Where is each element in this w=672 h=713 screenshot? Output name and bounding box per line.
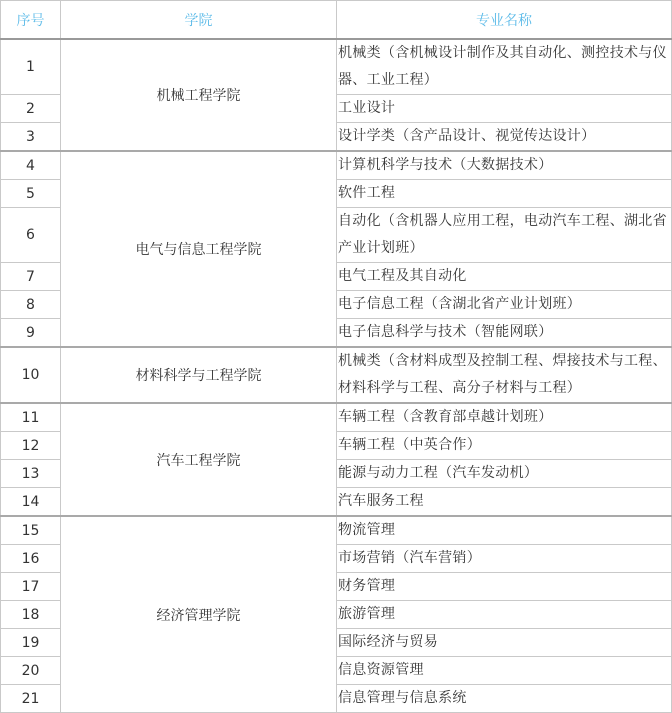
major-name: 自动化（含机器人应用工程，电动汽车工程、湖北省产业计划班） xyxy=(337,208,672,263)
row-number: 7 xyxy=(1,263,61,291)
row-number: 9 xyxy=(1,319,61,348)
table-row xyxy=(1,347,672,403)
row-number: 12 xyxy=(1,432,61,460)
row-number: 8 xyxy=(1,291,61,319)
row-number: 2 xyxy=(1,95,61,123)
major-name: 设计学类（含产品设计、视觉传达设计） xyxy=(337,123,672,152)
college-name: 材料科学与工程学院 xyxy=(61,347,337,403)
major-name: 市场营销（汽车营销） xyxy=(337,545,672,573)
row-number: 1 xyxy=(1,39,61,95)
major-name: 机械类（含材料成型及控制工程、焊接技术与工程、材料科学与工程、高分子材料与工程） xyxy=(337,347,672,403)
row-number: 16 xyxy=(1,545,61,573)
table-row xyxy=(1,403,672,432)
major-name: 信息管理与信息系统 xyxy=(337,685,672,713)
college-name: 机械工程学院 xyxy=(61,39,337,151)
row-number: 15 xyxy=(1,516,61,545)
college-name: 电气与信息工程学院 xyxy=(61,151,337,347)
header-college: 学院 xyxy=(61,1,337,40)
row-number: 6 xyxy=(1,208,61,263)
major-name: 车辆工程（含教育部卓越计划班） xyxy=(337,403,672,432)
major-name: 电气工程及其自动化 xyxy=(337,263,672,291)
major-name: 车辆工程（中英合作） xyxy=(337,432,672,460)
row-number: 11 xyxy=(1,403,61,432)
header-row xyxy=(1,1,672,40)
major-name: 电子信息科学与技术（智能网联） xyxy=(337,319,672,348)
row-number: 3 xyxy=(1,123,61,152)
major-name: 能源与动力工程（汽车发动机） xyxy=(337,460,672,488)
table-row xyxy=(1,151,672,180)
row-number: 19 xyxy=(1,629,61,657)
table-row xyxy=(1,39,672,95)
row-number: 10 xyxy=(1,347,61,403)
college-name: 汽车工程学院 xyxy=(61,403,337,516)
major-name: 财务管理 xyxy=(337,573,672,601)
major-name: 信息资源管理 xyxy=(337,657,672,685)
row-number: 20 xyxy=(1,657,61,685)
table-body xyxy=(1,39,672,713)
row-number: 17 xyxy=(1,573,61,601)
major-name: 计算机科学与技术（大数据技术） xyxy=(337,151,672,180)
row-number: 18 xyxy=(1,601,61,629)
header-no: 序号 xyxy=(1,1,61,40)
row-number: 14 xyxy=(1,488,61,517)
major-name: 工业设计 xyxy=(337,95,672,123)
header-major: 专业名称 xyxy=(337,1,672,40)
major-name: 物流管理 xyxy=(337,516,672,545)
row-number: 5 xyxy=(1,180,61,208)
row-number: 21 xyxy=(1,685,61,713)
major-name: 旅游管理 xyxy=(337,601,672,629)
major-name: 电子信息工程（含湖北省产业计划班） xyxy=(337,291,672,319)
major-name: 汽车服务工程 xyxy=(337,488,672,517)
row-number: 13 xyxy=(1,460,61,488)
major-name: 软件工程 xyxy=(337,180,672,208)
major-name: 机械类（含机械设计制作及其自动化、测控技术与仪器、工业工程） xyxy=(337,39,672,95)
college-name: 经济管理学院 xyxy=(61,516,337,713)
row-number: 4 xyxy=(1,151,61,180)
table-row xyxy=(1,516,672,545)
major-name: 国际经济与贸易 xyxy=(337,629,672,657)
